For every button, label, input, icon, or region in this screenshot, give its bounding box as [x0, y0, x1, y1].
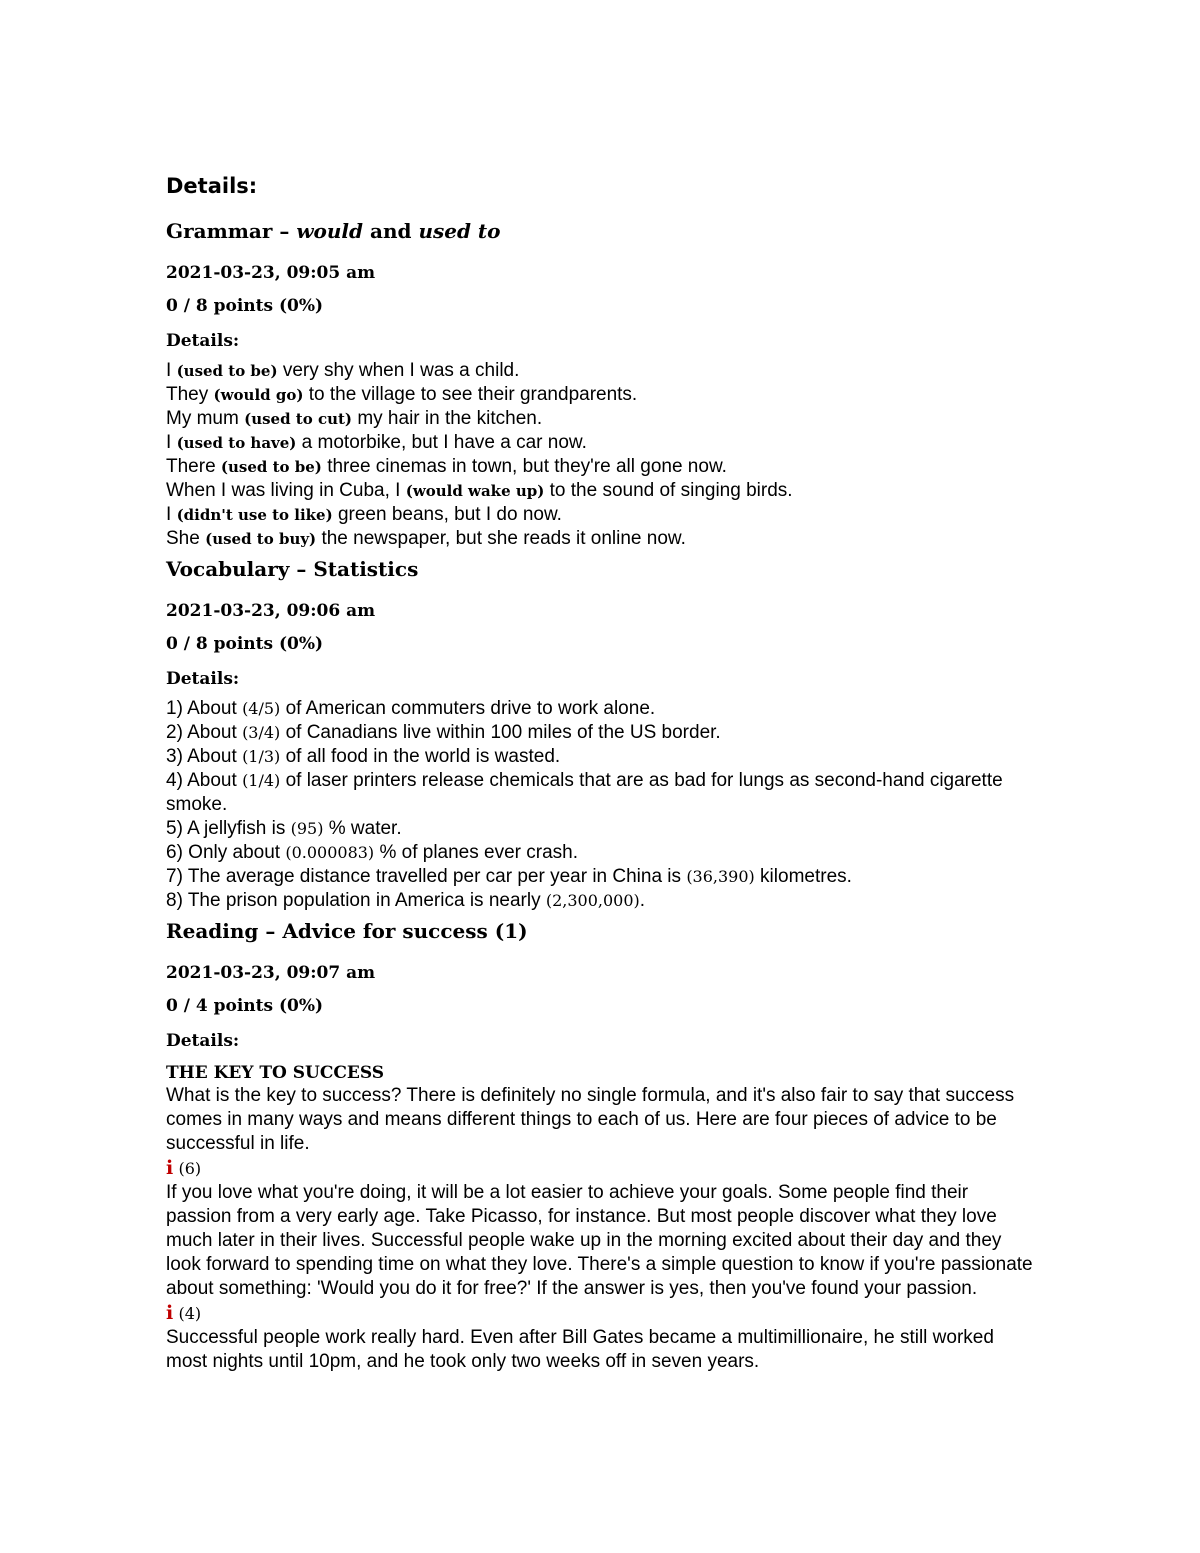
- section-score: 0 / 8 points (0%): [166, 296, 324, 316]
- answer-line: They (would go) to the village to see their grandparents.: [166, 384, 638, 405]
- answer: (didn't use to like): [176, 506, 333, 524]
- section-date: 2021-03-23, 09:05 am: [166, 263, 376, 283]
- advice-block: [166, 1301, 1046, 1374]
- info-icon[interactable]: i: [166, 1302, 174, 1324]
- answer-line: 8) The prison population in America is nearly (2,300,000).: [166, 890, 646, 911]
- answer-lines: [166, 697, 1046, 913]
- advice-text: If you love what you're doing, it will be a lot easier to achieve your goals. Some people find their passion from a very early age. Take Picasso, for instance. But most people discover what they love much later in their lives. Successful people wake up in the morning excited about their day and they look forward to spending time on what they love. There's a simple question to know if you're passionate about something: 'Would you do it for free?' If the answer is yes, then you've found your passion.: [166, 1182, 1033, 1299]
- answer: (36,390): [686, 867, 755, 886]
- answer-lines: [166, 359, 1046, 551]
- answer: (would wake up): [405, 482, 545, 500]
- document-content: [166, 174, 1046, 1374]
- answer: (4): [178, 1304, 202, 1323]
- answer-line: 5) A jellyfish is (95) % water.: [166, 818, 402, 839]
- main-heading: Details:: [166, 174, 258, 198]
- advice-marker: [166, 1156, 1046, 1181]
- details-label: Details:: [166, 331, 240, 351]
- advice-text: Successful people work really hard. Even after Bill Gates became a multimillionaire, he still worked most nights until 10pm, and he took only two weeks off in seven years.: [166, 1327, 994, 1372]
- answer: (4/5): [242, 699, 281, 718]
- details-label: Details:: [166, 1031, 240, 1051]
- section-reading: [166, 918, 1046, 1374]
- section-date: 2021-03-23, 09:06 am: [166, 601, 376, 621]
- answer: (95): [290, 819, 324, 838]
- answer: (used to buy): [205, 530, 317, 548]
- answer: (used to have): [176, 434, 297, 452]
- details-label: Details:: [166, 669, 240, 689]
- answer: (would go): [213, 386, 304, 404]
- answer: (used to be): [176, 362, 278, 380]
- answer-line: I (didn't use to like) green beans, but I do now.: [166, 504, 562, 525]
- answer-line: She (used to buy) the newspaper, but she reads it online now.: [166, 528, 686, 549]
- answer: (1/3): [242, 747, 281, 766]
- advice-block: [166, 1156, 1046, 1301]
- advice-marker: [166, 1301, 1046, 1326]
- section-grammar: [166, 218, 1046, 551]
- answer: (2,300,000): [545, 891, 640, 910]
- answer-line: I (used to have) a motorbike, but I have a car now.: [166, 432, 587, 453]
- article-title: THE KEY TO SUCCESS: [166, 1063, 385, 1083]
- answer-line: 3) About (1/3) of all food in the world is wasted.: [166, 746, 561, 767]
- title-emphasis: would: [296, 219, 364, 243]
- answer: (1/4): [242, 771, 281, 790]
- section-date: 2021-03-23, 09:07 am: [166, 963, 376, 983]
- section-score: 0 / 4 points (0%): [166, 996, 324, 1016]
- answer-line: My mum (used to cut) my hair in the kitchen.: [166, 408, 543, 429]
- article-intro: What is the key to success? There is definitely no single formula, and it's also fair to say that success comes in many ways and means different things to each of us. Here are four pieces of advice to be successful in life.: [166, 1085, 1015, 1154]
- answer-line: 7) The average distance travelled per car per year in China is (36,390) kilometres.: [166, 866, 852, 887]
- answer: (6): [178, 1159, 202, 1178]
- section-vocabulary: [166, 556, 1046, 913]
- title-emphasis: used to: [418, 219, 501, 243]
- section-title: Reading – Advice for success (1): [166, 919, 528, 943]
- answer-line: 6) Only about (0.000083) % of planes ever crash.: [166, 842, 578, 863]
- section-title: Vocabulary – Statistics: [166, 557, 419, 581]
- answer-line: I (used to be) very shy when I was a child.: [166, 360, 520, 381]
- answer-line: There (used to be) three cinemas in town, but they're all gone now.: [166, 456, 727, 477]
- answer: (used to be): [220, 458, 322, 476]
- answer-line: 4) About (1/4) of laser printers release chemicals that are as bad for lungs as second-hand cigarette smoke.: [166, 770, 1003, 815]
- answer: (3/4): [242, 723, 281, 742]
- section-score: 0 / 8 points (0%): [166, 634, 324, 654]
- answer: (0.000083): [285, 843, 375, 862]
- answer-line: 2) About (3/4) of Canadians live within 100 miles of the US border.: [166, 722, 721, 743]
- answer: (used to cut): [244, 410, 353, 428]
- answer-line: When I was living in Cuba, I (would wake up) to the sound of singing birds.: [166, 480, 793, 501]
- info-icon[interactable]: i: [166, 1157, 174, 1179]
- answer-line: 1) About (4/5) of American commuters drive to work alone.: [166, 698, 656, 719]
- section-title: Grammar – would and used to: [166, 219, 501, 243]
